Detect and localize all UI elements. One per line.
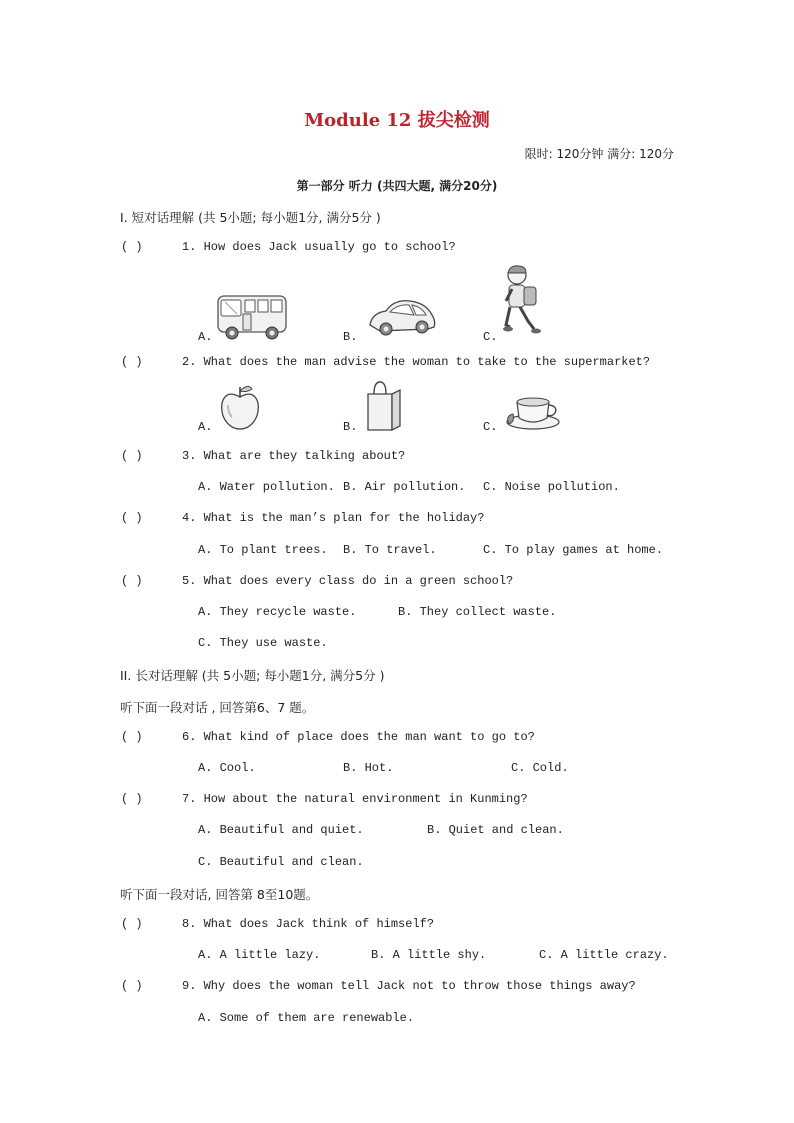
option-b: B. [343, 330, 358, 344]
question-number: 8. [182, 917, 197, 931]
question-text: How does Jack usually go to school? [203, 240, 456, 254]
option-c: C. Beautiful and clean. [198, 855, 364, 869]
option-a: A. A little lazy. [198, 948, 321, 962]
teacup-icon [503, 390, 561, 432]
question-number: 3. [182, 449, 197, 463]
option-b: B. They collect waste. [398, 605, 557, 619]
question-5 [182, 574, 513, 588]
dialogue-intro-8-10: 听下面一段对话, 回答第 8至10题。 [120, 887, 319, 902]
bus-icon [215, 292, 291, 342]
option-a: A. To plant trees. [198, 543, 328, 557]
question-6 [182, 730, 535, 744]
question-7 [182, 792, 528, 806]
question-number: 5. [182, 574, 197, 588]
question-number: 2. [182, 355, 197, 369]
question-9 [182, 979, 636, 993]
shopping-bag-icon [364, 380, 404, 432]
option-c: C. Noise pollution. [483, 480, 620, 494]
answer-blank-3[interactable]: ( ) [121, 449, 143, 463]
option-b: B. Air pollution. [343, 480, 466, 494]
answer-blank-8[interactable]: ( ) [121, 917, 143, 931]
answer-blank-9[interactable]: ( ) [121, 979, 143, 993]
question-4 [182, 511, 484, 525]
option-c: C. They use waste. [198, 636, 328, 650]
section-1-title: I. 短对话理解 (共 5小题; 每小题1分, 满分5分 ) [120, 210, 381, 225]
car-icon [366, 295, 438, 339]
question-text: What does Jack think of himself? [203, 917, 435, 931]
question-number: 9. [182, 979, 197, 993]
option-a: A. Some of them are renewable. [198, 1011, 415, 1025]
answer-blank-7[interactable]: ( ) [121, 792, 143, 806]
part-title: 第一部分 听力 (共四大题, 满分20分) [296, 179, 498, 193]
option-a: A. They recycle waste. [198, 605, 357, 619]
answer-blank-6[interactable]: ( ) [121, 730, 143, 744]
question-1 [182, 240, 456, 254]
question-text: What does every class do in a green school? [203, 574, 514, 588]
question-text: How about the natural environment in Kunming? [203, 792, 528, 806]
option-c: C. To play games at home. [483, 543, 664, 557]
option-b: B. To travel. [343, 543, 437, 557]
answer-blank-5[interactable]: ( ) [121, 574, 143, 588]
option-b: B. Hot. [343, 761, 394, 775]
dialogue-intro-6-7: 听下面一段对话 , 回答第6、7 题。 [120, 700, 315, 715]
option-b: B. Quiet and clean. [427, 823, 564, 837]
option-a: A. Cool. [198, 761, 256, 775]
answer-blank-2[interactable]: ( ) [121, 355, 143, 369]
option-a: A. [198, 420, 213, 434]
walking-boy-icon [500, 263, 545, 343]
section-2-title: II. 长对话理解 (共 5小题; 每小题1分, 满分5分 ) [120, 668, 385, 683]
option-a: A. Beautiful and quiet. [198, 823, 364, 837]
question-8 [182, 917, 434, 931]
option-a: A. Water pollution. [198, 480, 335, 494]
question-text: What does the man advise the woman to take to the supermarket? [203, 355, 651, 369]
page-title: Module 12 拔尖检测 [304, 110, 490, 131]
question-text: What kind of place does the man want to go to? [203, 730, 535, 744]
option-c: C. A little crazy. [539, 948, 669, 962]
question-number: 7. [182, 792, 197, 806]
answer-blank-4[interactable]: ( ) [121, 511, 143, 525]
option-c: C. [483, 330, 498, 344]
option-c: C. [483, 420, 498, 434]
apple-icon [218, 383, 262, 431]
question-number: 1. [182, 240, 197, 254]
answer-blank-1[interactable]: ( ) [121, 240, 143, 254]
option-b: B. [343, 420, 358, 434]
option-c: C. Cold. [511, 761, 569, 775]
option-a: A. [198, 330, 213, 344]
question-number: 6. [182, 730, 197, 744]
option-b: B. A little shy. [371, 948, 487, 962]
question-3 [182, 449, 405, 463]
question-text: What are they talking about? [203, 449, 406, 463]
time-limit-info: 限时: 120分钟 满分: 120分 [524, 147, 674, 161]
question-2 [182, 355, 650, 369]
question-number: 4. [182, 511, 197, 525]
question-text: Why does the woman tell Jack not to throw those things away? [203, 979, 636, 993]
question-text: What is the man’s plan for the holiday? [203, 511, 485, 525]
